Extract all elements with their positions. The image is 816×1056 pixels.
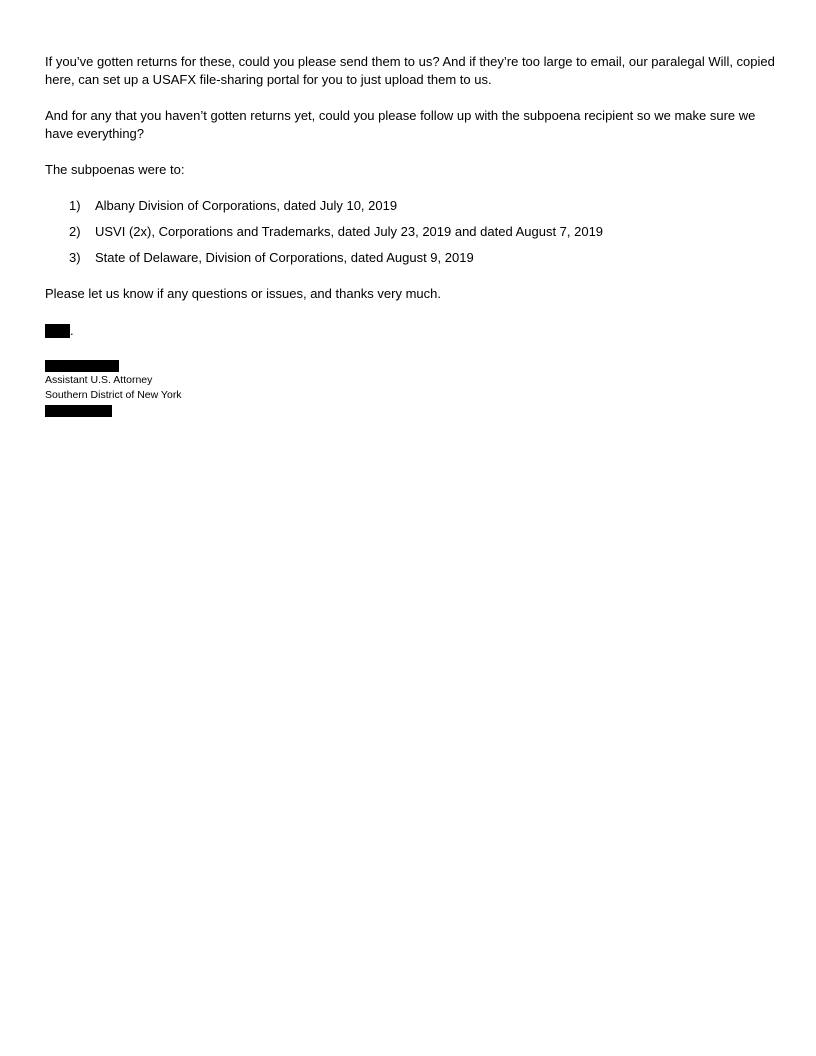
- paragraph-returns-request: If you’ve gotten returns for these, could you please send them to us? And if they’re too large to email, our paralegal Will, copied here, can set up a USAFX file-sharing portal for you to just upload them to us.: [45, 54, 775, 87]
- redaction-box-initials: [45, 324, 70, 338]
- signature-office: Southern District of New York: [45, 389, 182, 401]
- paragraph-follow-up: And for any that you haven’t gotten returns yet, could you please follow up with the subpoena recipient so we make sure we have everything?: [45, 108, 756, 141]
- paragraph-closing: Please let us know if any questions or issues, and thanks very much.: [45, 286, 441, 301]
- signature-title: Assistant U.S. Attorney: [45, 374, 153, 386]
- list-item-text: State of Delaware, Division of Corporations, dated August 9, 2019: [95, 250, 474, 265]
- list-item-number: 3): [69, 250, 81, 265]
- signature-period: .: [70, 323, 74, 338]
- list-item-text: Albany Division of Corporations, dated July 10, 2019: [95, 198, 398, 213]
- redaction-box-name: [45, 360, 119, 372]
- list-item-number: 1): [69, 198, 81, 213]
- paragraph-subpoenas-intro: The subpoenas were to:: [45, 162, 185, 177]
- list-item-text: USVI (2x), Corporations and Trademarks, dated July 23, 2019 and dated August 7, 2019: [95, 224, 604, 239]
- redaction-box-contact: [45, 405, 112, 417]
- list-item-number: 2): [69, 224, 81, 239]
